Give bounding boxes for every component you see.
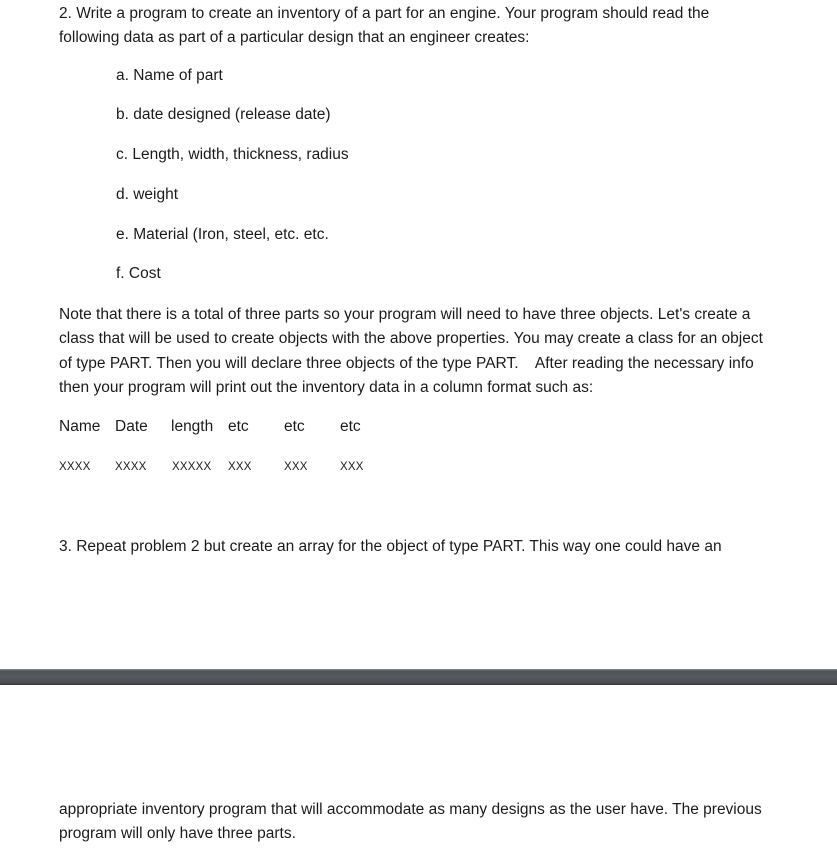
column-value-1: XXXX bbox=[59, 461, 91, 473]
list-item-d: d. weight bbox=[116, 186, 179, 203]
column-value-5: XXX bbox=[284, 461, 308, 473]
column-header-name: Name bbox=[59, 418, 101, 435]
column-value-4: XXX bbox=[228, 461, 252, 473]
column-value-2: XXXX bbox=[115, 461, 147, 473]
list-item-a: a. Name of part bbox=[116, 67, 223, 84]
note-line-4: then your program will print out the inventory data in a column format such as: bbox=[59, 379, 594, 396]
problem-3-continued-line-1: appropriate inventory program that will accommodate as many designs as the user have. The previous bbox=[59, 801, 762, 818]
column-header-length: length bbox=[171, 418, 214, 435]
page-break-divider bbox=[0, 669, 837, 685]
problem-3-line-1: 3. Repeat problem 2 but create an array for the object of type PART. This way one could have an bbox=[59, 538, 722, 555]
column-header-date: Date bbox=[115, 418, 148, 435]
list-item-c: c. Length, width, thickness, radius bbox=[116, 146, 349, 163]
column-header-etc-3: etc bbox=[340, 418, 361, 435]
note-line-3: of type PART. Then you will declare three objects of the type PART. After reading the necessary info bbox=[59, 355, 754, 372]
problem-3-continued-line-2: program will only have three parts. bbox=[59, 825, 296, 842]
list-item-b: b. date designed (release date) bbox=[116, 106, 331, 123]
column-value-6: XXX bbox=[340, 461, 364, 473]
problem-2-line-2: following data as part of a particular design that an engineer creates: bbox=[59, 29, 530, 46]
list-item-f: f. Cost bbox=[116, 265, 161, 282]
list-item-e: e. Material (Iron, steel, etc. etc. bbox=[116, 226, 329, 243]
problem-2-line-1: 2. Write a program to create an inventory of a part for an engine. Your program should read the bbox=[59, 5, 710, 22]
column-header-etc-1: etc bbox=[228, 418, 249, 435]
note-line-1: Note that there is a total of three parts so your program will need to have three objects. Let's create a bbox=[59, 306, 751, 323]
column-value-3: XXXXX bbox=[172, 461, 212, 473]
column-header-etc-2: etc bbox=[284, 418, 305, 435]
note-line-2: class that will be used to create objects with the above properties. You may create a class for an object bbox=[59, 330, 763, 347]
